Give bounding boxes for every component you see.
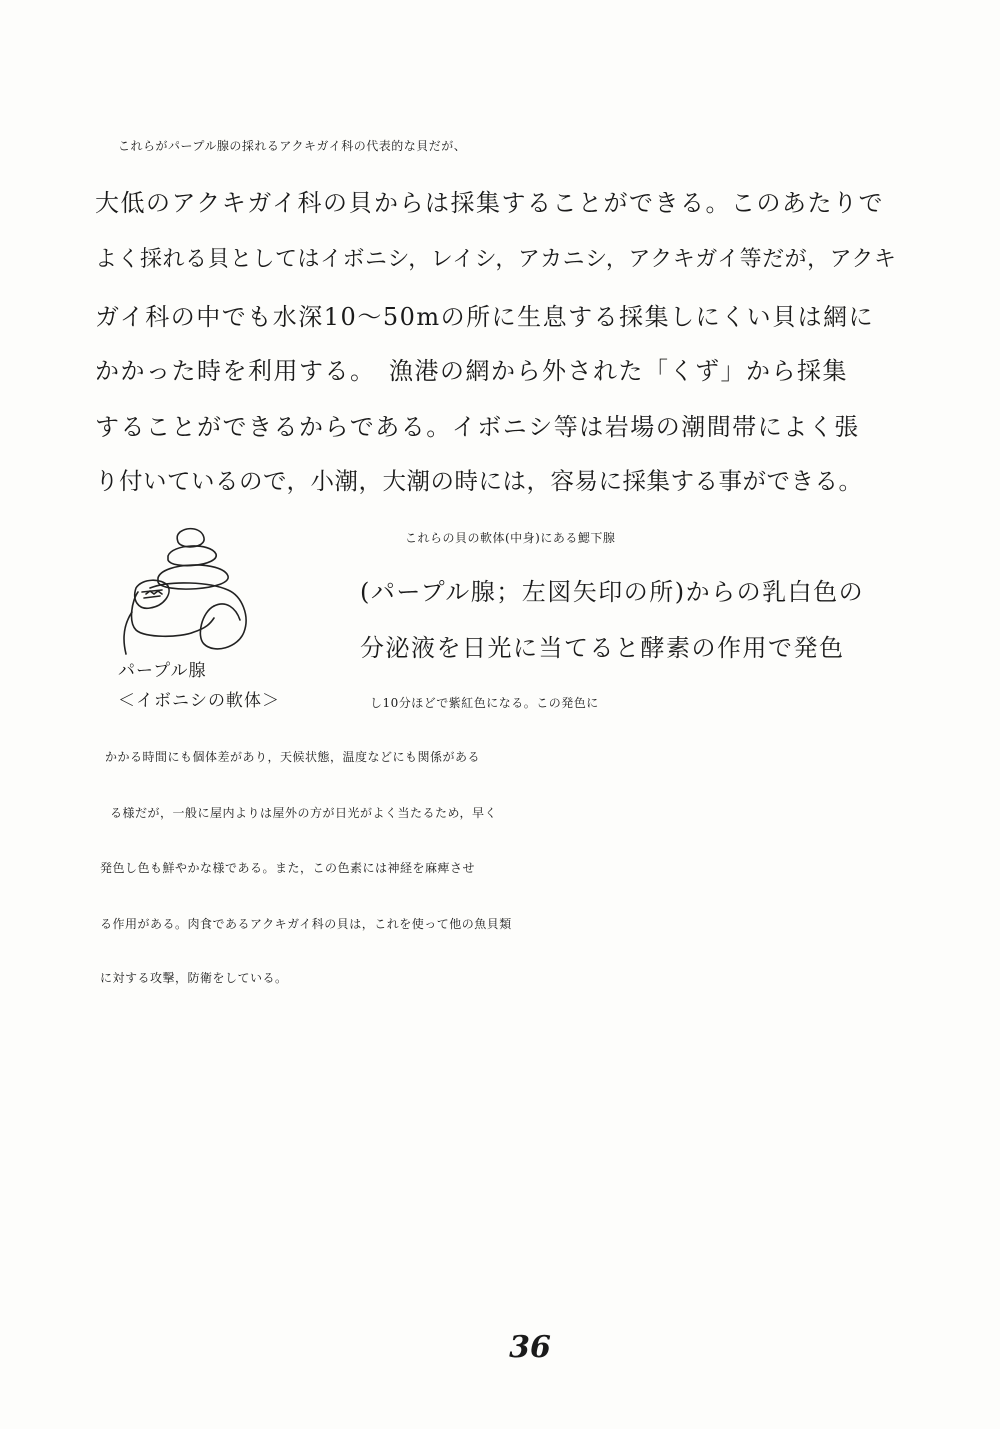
text-line-1: これらがパープル腺の採れるアクキガイ科の代表的な貝だが、 <box>118 139 467 153</box>
figure-caption: ＜イボニシの軟体＞ <box>118 691 280 711</box>
text-line-4: ガイ科の中でも水深10〜50mの所に生息する採集しにくい貝は網に <box>95 303 875 331</box>
side-text-line-2: (パープル腺；左図矢印の所)からの乳白色の <box>360 578 865 606</box>
text-line-12: に対する攻撃，防衛をしている。 <box>100 971 288 985</box>
side-text-line-1: これらの貝の軟体(中身)にある鰓下腺 <box>405 531 616 545</box>
side-text-line-4: し10分ほどで紫紅色になる。この発色に <box>370 696 599 710</box>
text-line-10: 発色し色も鮮やかな様である。また，この色素には神経を麻痺させ <box>100 861 476 875</box>
page-number: 36 <box>509 1330 551 1365</box>
text-line-5: かかった時を利用する。 漁港の網から外された「くず」から採集 <box>95 357 848 385</box>
text-line-3: よく採れる貝としてはイボニシ，レイシ，アカニシ，アクキガイ等だが，アクキ <box>95 247 897 272</box>
text-line-8: かかる時間にも個体差があり，天候状態，温度などにも関係がある <box>105 750 481 764</box>
text-line-7: り付いているので，小潮，大潮の時には，容易に採集する事ができる。 <box>95 467 863 495</box>
text-line-9: る様だが，一般に屋内よりは屋外の方が日光がよく当たるため，早く <box>110 806 498 820</box>
ibonishi-soft-body-sketch <box>110 520 260 670</box>
text-line-2: 大低のアクキガイ科の貝からは採集することができる。このあたりで <box>95 189 885 217</box>
side-text-line-3: 分泌液を日光に当てると酵素の作用で発色 <box>360 634 845 662</box>
text-line-11: る作用がある。肉食であるアクキガイ科の貝は，これを使って他の魚貝類 <box>100 917 512 931</box>
text-line-6: することができるからである。イボニシ等は岩場の潮間帯によく張 <box>95 413 860 441</box>
figure-label-purple-gland: パープル腺 <box>118 661 207 681</box>
